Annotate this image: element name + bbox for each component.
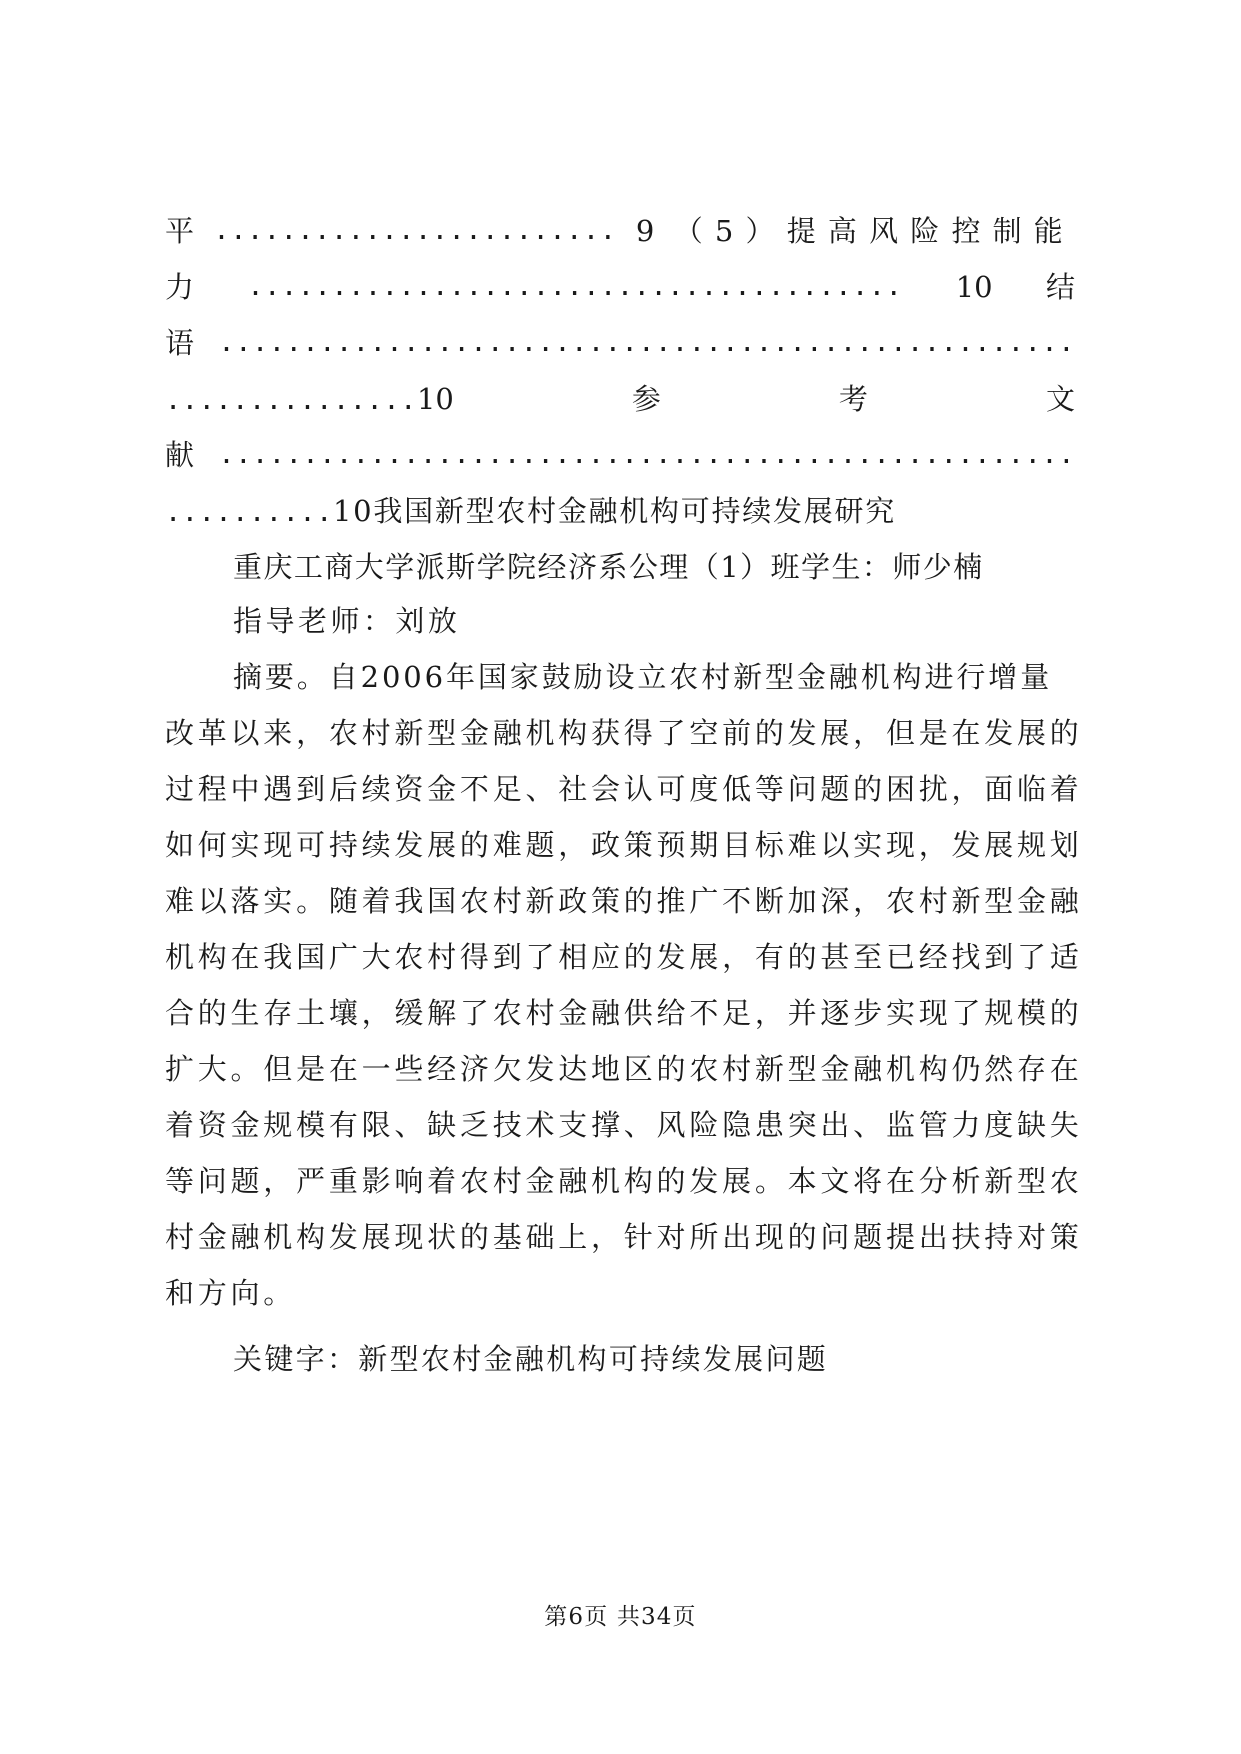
toc-text: （5）提高风险控制能: [673, 214, 1075, 248]
toc-text: 文: [1045, 382, 1075, 416]
toc-line: [165, 319, 1075, 367]
toc-text: 考: [838, 382, 868, 416]
abstract-line: 扩大。但是在一些经济欠发达地区的农村新型金融机构仍然存在: [165, 1052, 1083, 1086]
toc-line: [165, 487, 1075, 535]
abstract-line: 村金融机构发展现状的基础上，针对所出现的问题提出扶持对策: [165, 1220, 1083, 1254]
abstract-line: 摘要。自2006年国家鼓励设立农村新型金融机构进行增量: [233, 660, 1053, 694]
page-footer: 第6页 共34页: [544, 1604, 697, 1630]
author-line: 重庆工商大学派斯学院经济系公理（1）班学生：师少楠: [233, 550, 984, 584]
toc-text: 语: [165, 326, 195, 360]
keywords-line: 关键字：新型农村金融机构可持续发展问题: [233, 1342, 829, 1376]
abstract-line: 合的生存土壤，缓解了农村金融供给不足，并逐步实现了规模的: [165, 996, 1083, 1030]
toc-page-number: 10: [955, 270, 993, 304]
toc-text: 平: [165, 214, 195, 248]
toc-text: 参: [631, 382, 661, 416]
abstract-line: 机构在我国广大农村得到了相应的发展，有的甚至已经找到了适: [165, 940, 1083, 974]
toc-line: [165, 263, 1075, 311]
abstract-line: 如何实现可持续发展的难题，政策预期目标难以实现，发展规划: [165, 828, 1083, 862]
abstract-line: 难以落实。随着我国农村新政策的推广不断加深，农村新型金融: [165, 884, 1083, 918]
toc-page-number: 9: [635, 214, 655, 248]
toc-text: 献: [165, 438, 195, 472]
toc-line: [165, 375, 1075, 423]
toc-leader-dots: ...............: [165, 385, 417, 416]
toc-page-number: 10: [332, 494, 374, 528]
paper-title: 我国新型农村金融机构可持续发展研究: [373, 494, 896, 528]
toc-leader-dots: ...................................................: [218, 327, 1075, 358]
abstract-line: 过程中遇到后续资金不足、社会认可度低等问题的困扰，面临着: [165, 772, 1083, 806]
advisor-line: 指导老师：刘放: [233, 604, 461, 638]
abstract-line: 等问题，严重影响着农村金融机构的发展。本文将在分析新型农: [165, 1164, 1083, 1198]
toc-page-number: 10: [416, 382, 454, 416]
abstract-line: 改革以来，农村新型金融机构获得了空前的发展，但是在发展的: [165, 716, 1083, 750]
toc-text: 力: [165, 270, 195, 304]
abstract-line: 着资金规模有限、缺乏技术支撑、风险隐患突出、监管力度缺失: [165, 1108, 1083, 1142]
toc-leader-dots: .......................................: [247, 271, 903, 302]
toc-line: [165, 207, 1075, 255]
toc-text: 结: [1045, 270, 1075, 304]
document-page: [165, 0, 1083, 1754]
abstract-line: 和方向。: [165, 1276, 297, 1310]
toc-line: [165, 431, 1075, 479]
toc-leader-dots: ..........: [165, 497, 333, 528]
toc-leader-dots: ...................................................: [218, 439, 1075, 470]
toc-leader-dots: ........................: [213, 215, 617, 246]
